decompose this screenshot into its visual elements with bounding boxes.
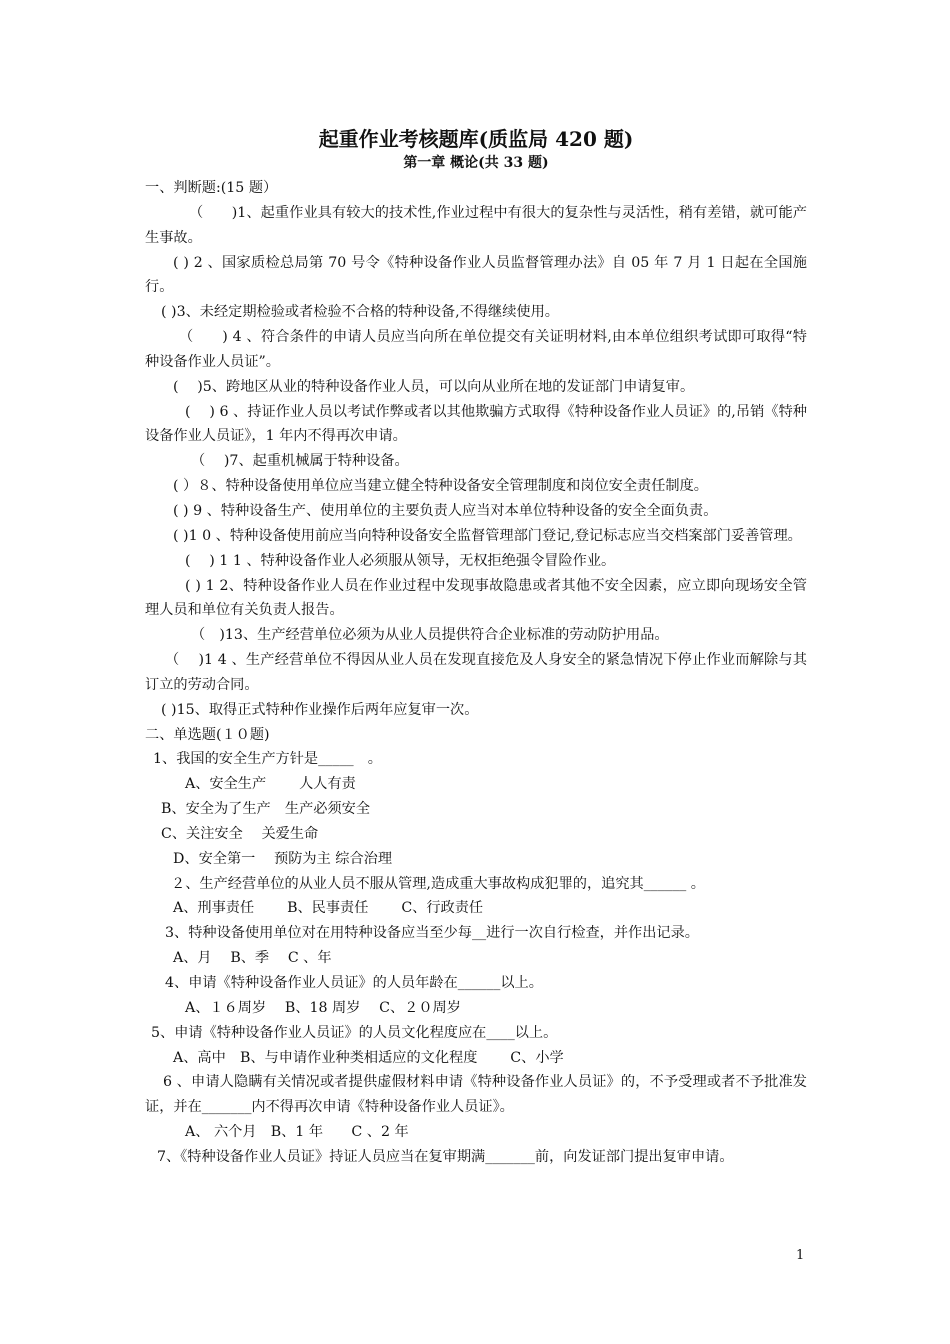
document-line: 5、申请《特种设备作业人员证》的人员文化程度应在____以上。 bbox=[151, 1024, 558, 1041]
document-line: 1、我国的安全生产方针是_____ 。 bbox=[153, 751, 382, 768]
document-line: A、刑事责任 B、民事责任 C、行政责任 bbox=[173, 900, 484, 917]
document-line: 4、申请《特种设备作业人员证》的人员年龄在______以上。 bbox=[165, 975, 543, 991]
document-line: （ )1、起重作业具有较大的技术性,作业过程中有很大的复杂性与灵活性，稍有差错，就可能产生事故。 bbox=[145, 204, 807, 246]
chapter-heading: 第一章 概论(共 33 题) bbox=[403, 155, 549, 171]
document-line: 3、特种设备使用单位对在用特种设备应当至少每__进行一次自行检查，并作出记录。 bbox=[165, 925, 699, 942]
document-line: A、１６周岁 B、18 周岁 C、２０周岁 bbox=[185, 999, 461, 1016]
document-line: A、 六个月 B、1 年 C 、2 年 bbox=[185, 1124, 409, 1141]
document-line: （ )13、生产经营单位必须为从业人员提供符合企业标准的劳动防护用品。 bbox=[191, 627, 669, 644]
document-line: ( )5、跨地区从业的特种设备作业人员，可以向从业所在地的发证部门申请复审。 bbox=[173, 378, 695, 395]
document-line: A、高中 B、与申请作业种类相适应的文化程度 C、小学 bbox=[173, 1049, 564, 1066]
document-title: 起重作业考核题库(质监局 420 题) bbox=[318, 127, 634, 151]
document-line: （ )1 4 、生产经营单位不得因从业人员在发现直接危及人身安全的紧急情况下停止作业而解除与其订立的劳动合同。 bbox=[145, 652, 807, 693]
document-line: 二、单选题(１０题) bbox=[145, 726, 270, 743]
document-line: D、安全第一 预防为主 综合治理 bbox=[173, 850, 393, 867]
page-number: 1 bbox=[796, 1248, 805, 1263]
document-line: ( )15、取得正式特种作业操作后两年应复审一次。 bbox=[161, 701, 479, 718]
document-line: B、安全为了生产 生产必须安全 bbox=[161, 801, 371, 818]
document-line: C、关注安全 关爱生命 bbox=[161, 825, 319, 842]
document-line: ( ) 6 、持证作业人员以考试作弊或者以其他欺骗方式取得《特种设备作业人员证》的,吊销《特种设备作业人员证》，1 年内不得再次申请。 bbox=[145, 403, 807, 445]
document-line: ( ) 1 1 、特种设备作业人必须服从领导，无权拒绝强令冒险作业。 bbox=[185, 552, 616, 569]
document-line: （ )7、起重机械属于特种设备。 bbox=[191, 453, 409, 470]
document-line: ( )3、未经定期检验或者检验不合格的特种设备,不得继续使用。 bbox=[161, 304, 559, 321]
document-line: ( )1 0 、特种设备使用前应当向特种设备安全监督管理部门登记,登记标志应当交档案部门妥善管理。 bbox=[173, 527, 802, 544]
document-line: A、月 B、季 C 、年 bbox=[173, 950, 332, 967]
document-line: ２、生产经营单位的从业人员不服从管理,造成重大事故构成犯罪的，追究其______ 。 bbox=[171, 875, 705, 892]
document-line: 6 、申请人隐瞒有关情况或者提供虚假材料申请《特种设备作业人员证》的，不予受理或者不予批准发证，并在_______内不得再次申请《特种设备作业人员证》。 bbox=[145, 1074, 807, 1116]
document-page bbox=[145, 126, 807, 1170]
document-line: ( ) 9 、特种设备生产、使用单位的主要负责人应当对本单位特种设备的安全全面负责。 bbox=[173, 502, 718, 519]
document-body bbox=[145, 176, 807, 1170]
document-line: ( ）８、特种设备使用单位应当建立健全特种设备安全管理制度和岗位安全责任制度。 bbox=[173, 478, 708, 495]
document-line: （ ) 4 、符合条件的申请人员应当向所在单位提交有关证明材料,由本单位组织考试即可取得“特种设备作业人员证”。 bbox=[145, 329, 807, 370]
document-line: 一、判断题:(15 题） bbox=[145, 180, 278, 196]
document-line: ( ) 2 、国家质检总局第 70 号令《特种设备作业人员监督管理办法》自 05 年 7 月 1 日起在全国施行。 bbox=[145, 254, 807, 296]
document-line: A、安全生产 人人有责 bbox=[185, 776, 356, 793]
document-line: ( ) 1 2、特种设备作业人员在作业过程中发现事故隐患或者其他不安全因素，应立即向现场安全管理人员和单位有关负责人报告。 bbox=[145, 577, 807, 619]
document-line: 7、《特种设备作业人员证》持证人员应当在复审期满_______前，向发证部门提出复审申请。 bbox=[157, 1148, 734, 1165]
